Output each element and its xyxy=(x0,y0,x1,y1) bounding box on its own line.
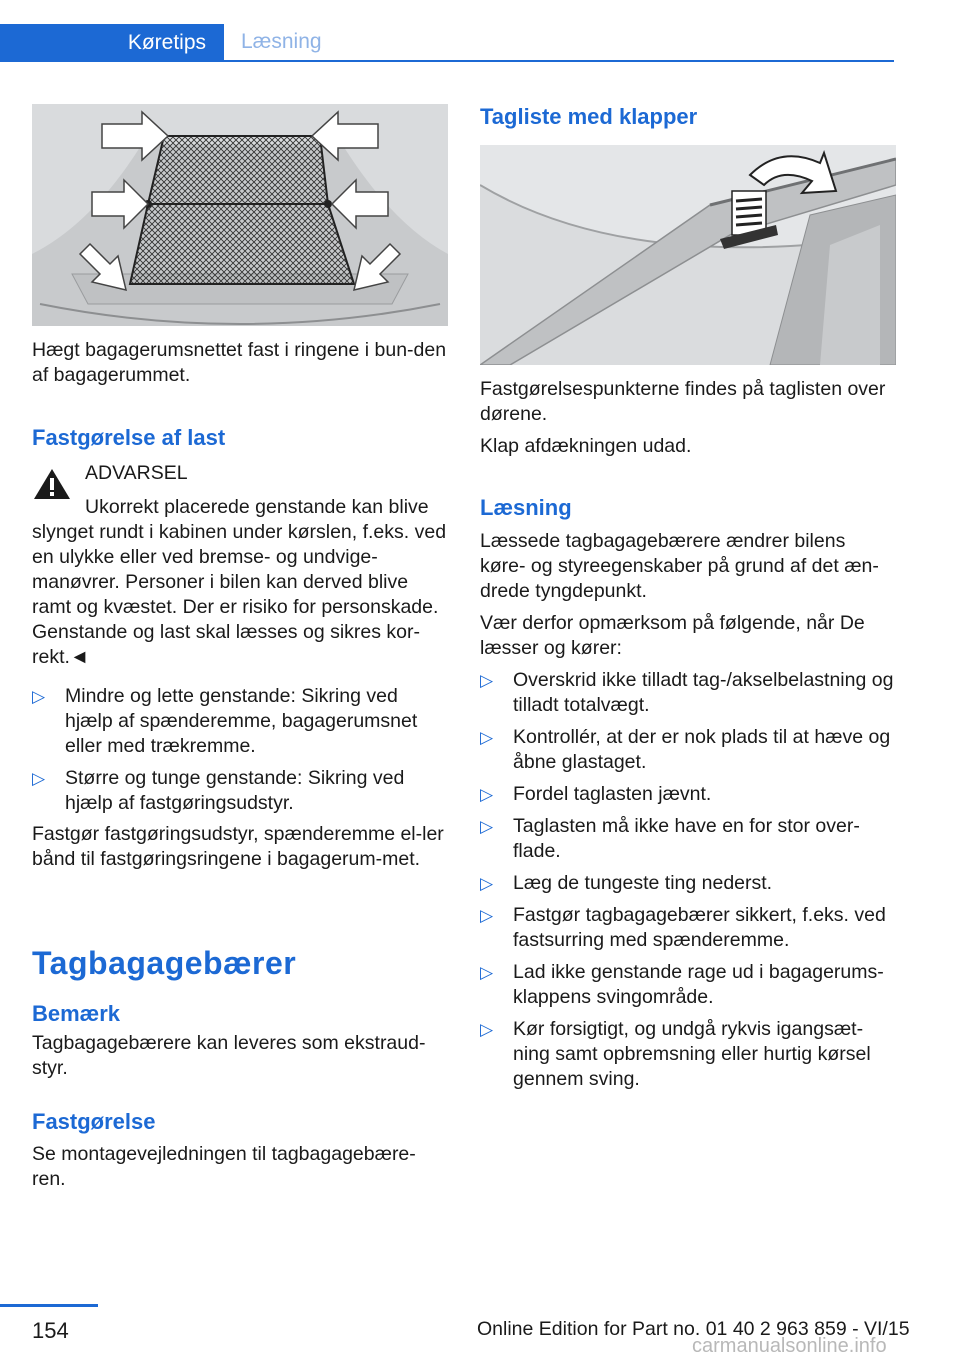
list-item xyxy=(32,684,448,759)
luggage-net-illustration xyxy=(32,104,448,326)
triangle-right-icon: ▷ xyxy=(480,785,494,804)
warning-text-first-line: Ukorrekt placerede genstande kan blive xyxy=(85,496,429,518)
note-text: Tagbagagebærere kan leveres som ekstraud-styr. xyxy=(32,1032,426,1079)
list-item xyxy=(480,960,896,1010)
header-bar xyxy=(0,0,960,62)
triangle-right-icon: ▷ xyxy=(32,687,46,706)
triangle-right-icon: ▷ xyxy=(480,874,494,893)
list-item xyxy=(480,871,896,896)
list-item xyxy=(480,782,896,807)
footer-accent-line xyxy=(0,1304,98,1307)
triangle-right-icon: ▷ xyxy=(480,728,494,747)
roof-rail-caption: Fastgørelsespunkterne findes på taglisten over dørene. xyxy=(480,378,886,425)
list-item-text: Kontrollér, at der er nok plads til at hæve og åbne glastaget. xyxy=(513,726,891,773)
page-number: 154 xyxy=(32,1318,69,1343)
mount-text: Se montagevejledningen til tagbagagebære-ren. xyxy=(32,1143,416,1190)
warning-text: slynget rundt i kabinen under kørslen, f.eks. ved en ulykke eller ved bremse- og undvige-manøvrer. Personer i bilen kan derved blive ramt og kvæstet. Der er risiko for personskade. Genstande og last skal læsses og sikres kor-rekt.◄ xyxy=(32,521,447,668)
list-item xyxy=(480,1017,896,1092)
list-item-text: Lad ikke genstande rage ud i bagagerums-klappens svingområde. xyxy=(513,961,884,1008)
list-item-text: Kør forsigtigt, og undgå rykvis igangsæt-ning samt opbremsning eller hurtig kørsel gennem sving. xyxy=(513,1018,871,1090)
tab-koretips-label: Køretips xyxy=(127,31,206,54)
triangle-right-icon: ▷ xyxy=(480,1020,494,1039)
list-item xyxy=(32,766,448,816)
net-image-caption: Hægt bagagerumsnettet fast i ringene i bun-den af bagagerummet. xyxy=(32,339,447,386)
list-item-text: Overskrid ikke tilladt tag-/akselbelastning og tilladt totalvægt. xyxy=(513,669,894,716)
list-item xyxy=(480,903,896,953)
list-item-text: Taglasten må ikke have en for stor over-flade. xyxy=(513,815,860,862)
warning-triangle-icon xyxy=(32,466,72,502)
watermark: carmanualsonline.info xyxy=(692,1335,887,1357)
triangle-right-icon: ▷ xyxy=(480,963,494,982)
load-title: Læsning xyxy=(480,495,572,520)
tagbagagebaerer-heading: Tagbagagebærer xyxy=(32,945,297,981)
triangle-right-icon: ▷ xyxy=(32,769,46,788)
list-item-text: Fordel taglasten jævnt. xyxy=(513,783,712,805)
triangle-right-icon: ▷ xyxy=(480,817,494,836)
list-item-text: Fastgør tagbagagebærer sikkert, f.eks. ved fastsurring med spænderemme. xyxy=(513,904,886,951)
list-item-text: Læg de tungeste ting nederst. xyxy=(513,872,773,894)
triangle-right-icon: ▷ xyxy=(480,671,494,690)
triangle-right-icon: ▷ xyxy=(480,906,494,925)
tab-laesning-label: Læsning xyxy=(241,30,322,53)
section-fastgorelse-af-last-title: Fastgørelse af last xyxy=(32,425,226,450)
roof-rail-drawing xyxy=(480,145,896,365)
list-item xyxy=(480,814,896,864)
luggage-net-drawing xyxy=(32,104,448,326)
list-item xyxy=(480,725,896,775)
section-tagliste-title: Tagliste med klapper xyxy=(480,104,698,129)
load-text-2: Vær derfor opmærksom på følgende, når De læsser og kører: xyxy=(480,612,865,659)
list-item xyxy=(480,668,896,718)
roof-rail-illustration xyxy=(480,145,896,365)
load-text-1: Læssede tagbagagebærere ændrer bilens køre- og styreegenskaber på grund af det æn-drede tyngdepunkt. xyxy=(480,530,879,602)
roof-rail-instruction: Klap afdækningen udad. xyxy=(480,435,692,457)
fastening-paragraph: Fastgør fastgøringsudstyr, spænderemme el-ler bånd til fastgøringsringene i bagagerum-met. xyxy=(32,823,444,870)
mount-title: Fastgørelse xyxy=(32,1109,156,1134)
warning-label: ADVARSEL xyxy=(85,462,188,484)
tab-laesning[interactable] xyxy=(224,24,894,62)
edition-text: Online Edition for Part no. 01 40 2 963 859 - VI/15 xyxy=(477,1318,910,1340)
note-title: Bemærk xyxy=(32,1001,121,1026)
tab-koretips[interactable] xyxy=(0,24,224,62)
list-item-text: Mindre og lette genstande: Sikring ved hjælp af spænderemme, bagagerumsnet eller med trækremme. xyxy=(65,685,418,757)
list-item-text: Større og tunge genstande: Sikring ved hjælp af fastgøringsudstyr. xyxy=(65,767,405,814)
